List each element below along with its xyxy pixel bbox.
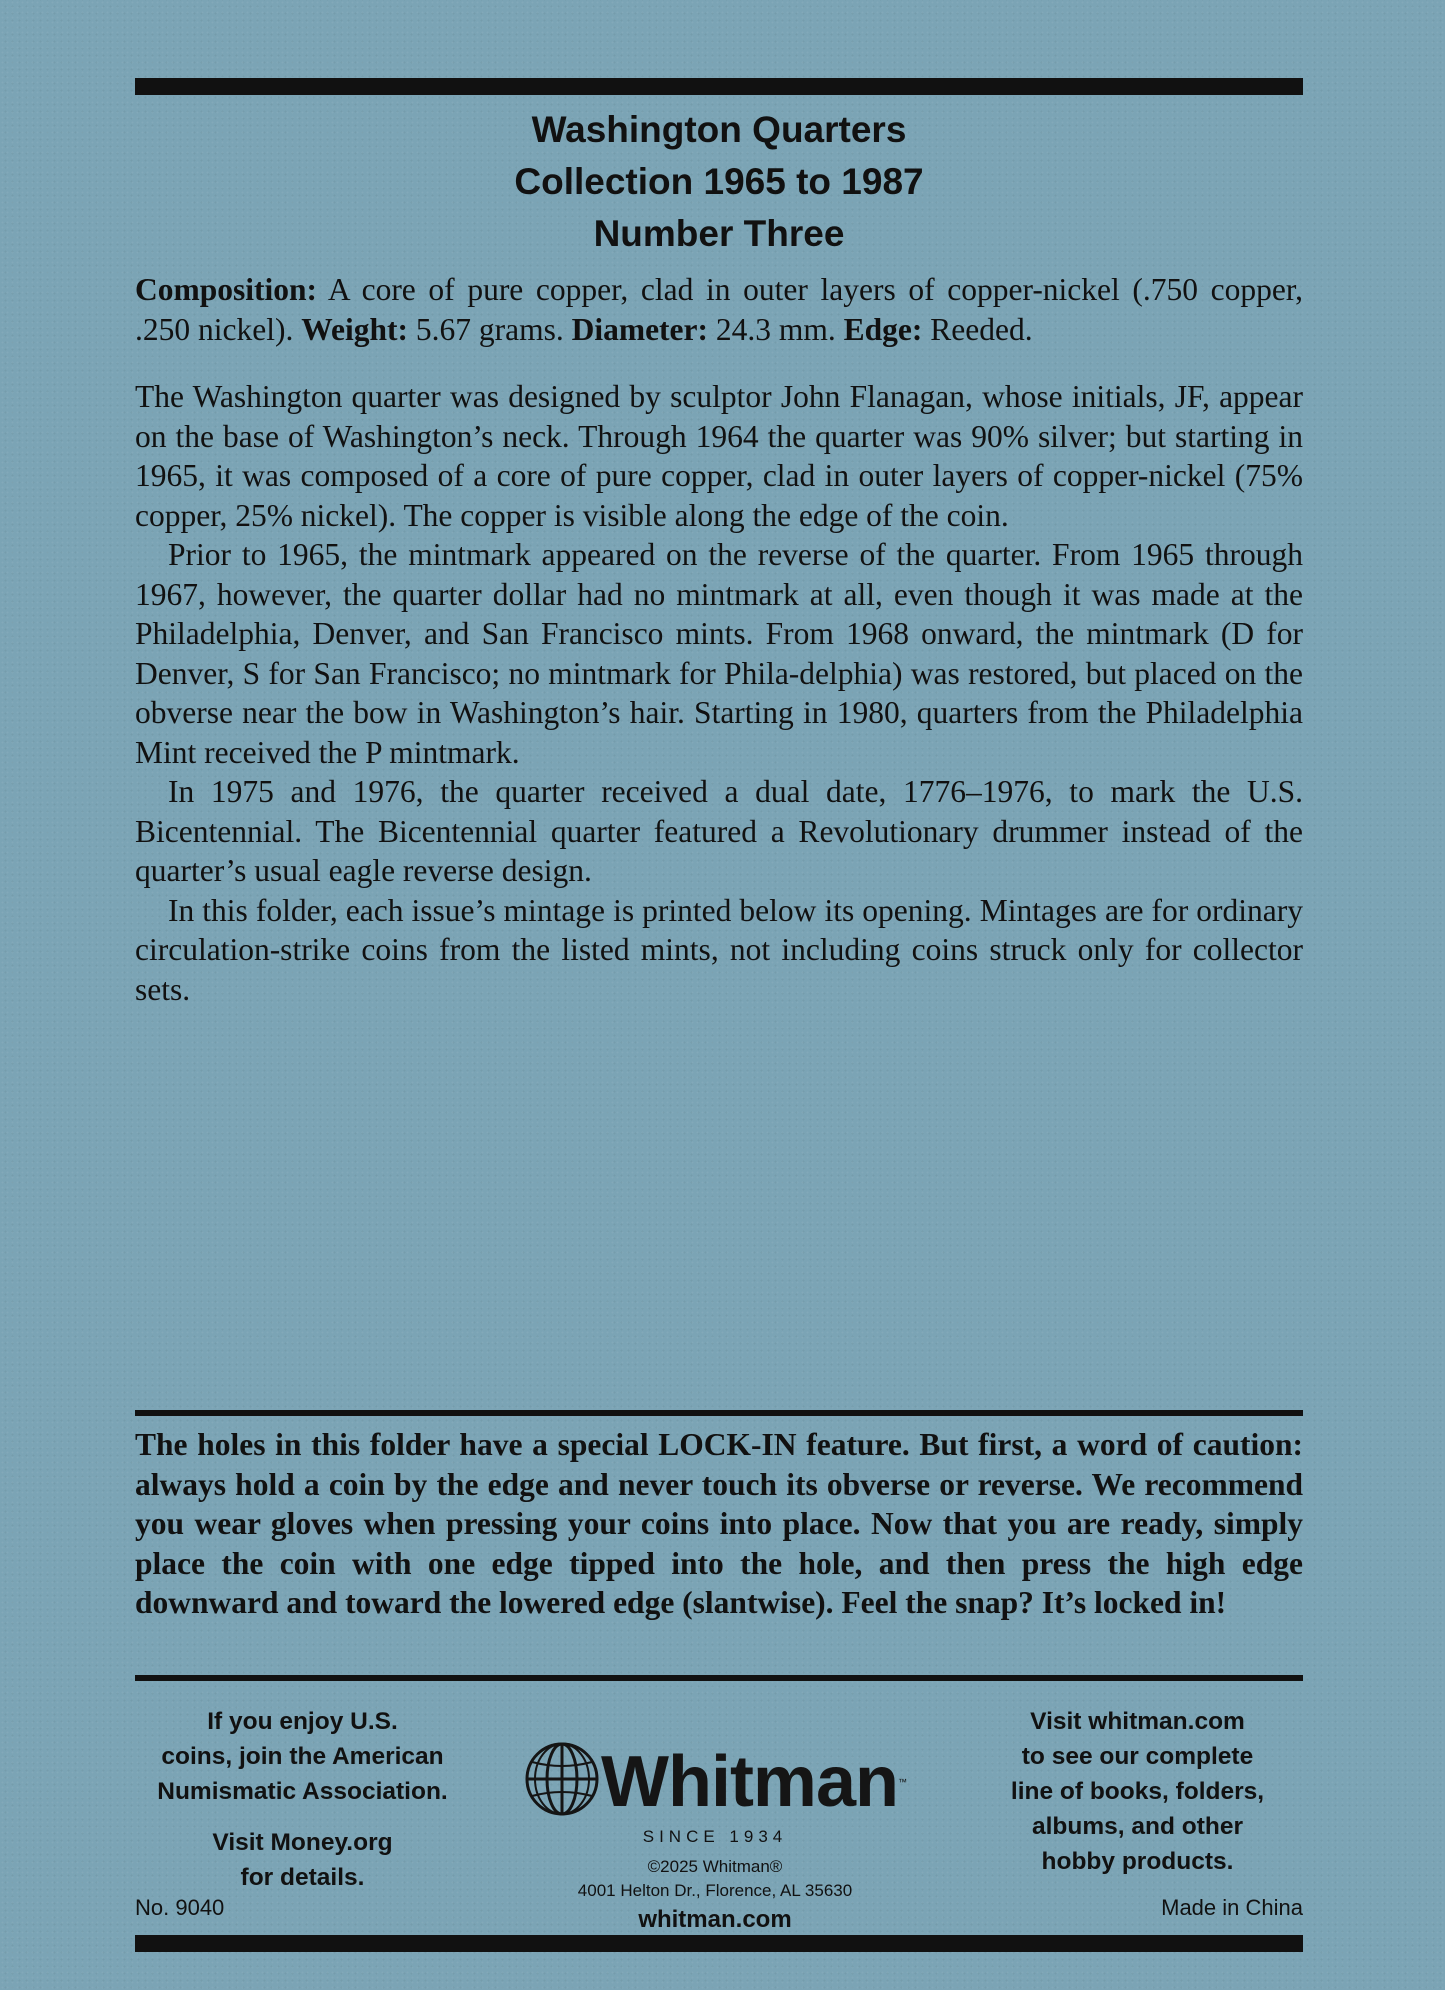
paragraph-designer: The Washington quarter was designed by sculptor John Flanagan, whose initials, JF, appear on the base of Washington’s neck. Through 1964 the quarter was 90% silver; but starting in 1965, it was composed of a core of pure copper, clad in outer layers of copper-nickel (75% copper, 25% nickel). The copper is visible along the edge of the coin.	[135, 379, 1303, 533]
trademark-mark: ™	[897, 1776, 907, 1787]
globe-logo-icon	[523, 1740, 601, 1823]
ana-line: Numismatic Association.	[157, 1778, 448, 1805]
promo-line: to see our complete	[1021, 1743, 1254, 1770]
ana-promo	[130, 1704, 475, 1895]
promo-line: albums, and other	[1031, 1813, 1243, 1840]
bottom-rule	[135, 1935, 1303, 1952]
composition-value: A core of pure copper, clad in outer layers of copper-nickel (.750 copper, .250 nickel).	[135, 272, 1303, 347]
country-of-origin: Made in China	[1161, 1895, 1303, 1920]
promo-line: Visit whitman.com	[1030, 1708, 1245, 1735]
promo-line: line of books, folders,	[1010, 1778, 1265, 1805]
paragraph-mintmark: Prior to 1965, the mintmark appeared on the reverse of the quarter. From 1965 through 1967, however, the quarter dollar had no mintmark at all, even though it was made at the Philadelphia, Denver, and San Francisco mints. From 1968 onward, the mintmark (D for Denver, S for San Francisco; no mintmark for Phila-delphia) was restored, but placed on the obverse near the bow in Washington’s hair. Starting in 1980, quarters from the Philadelphia Mint received the P mintmark.	[135, 537, 1303, 770]
ana-line: If you enjoy U.S.	[207, 1708, 398, 1735]
lockin-top-rule	[135, 1410, 1303, 1416]
money-org-text	[130, 1825, 475, 1895]
page-title: Washington Quarters	[531, 109, 907, 150]
brand-wordmark: Whitman	[601, 1741, 898, 1822]
whitman-logo-block	[515, 1740, 915, 1935]
edge-value: Reeded.	[922, 311, 1033, 347]
diameter-label: Diameter:	[571, 311, 708, 347]
promo-line: hobby products.	[1041, 1848, 1234, 1875]
money-line: Visit Money.org	[212, 1829, 393, 1856]
diameter-value: 24.3 mm.	[708, 311, 844, 347]
weight-label: Weight:	[301, 311, 408, 347]
history-text	[135, 377, 1303, 1009]
website-text: whitman.com	[638, 1906, 792, 1933]
top-rule	[135, 78, 1303, 95]
specifications	[135, 270, 1303, 349]
address-text: 4001 Helton Dr., Florence, AL 35630	[577, 1881, 853, 1900]
title-block	[135, 104, 1303, 260]
page-subtitle: Collection 1965 to 1987	[514, 161, 924, 202]
since-tagline: SINCE 1934	[642, 1827, 788, 1846]
lockin-bottom-rule	[135, 1675, 1303, 1681]
edge-label: Edge:	[843, 311, 923, 347]
ana-text	[130, 1704, 475, 1809]
lockin-instructions: The holes in this folder have a special LOCK-IN feature. But first, a word of caution: always hold a coin by the edge and never touch its obverse or reverse. We recommend you wear gloves when pressing your coins into place. Now that you are ready, simply place the coin with one edge tipped into the hole, and then press the high edge downward and toward the lowered edge (slantwise). Feel the snap? It’s locked in!	[135, 1427, 1303, 1620]
product-number: No. 9040	[135, 1895, 225, 1920]
paragraph-bicentennial: In 1975 and 1976, the quarter received a dual date, 1776–1976, to mark the U.S. Bicentennial. The Bicentennial quarter featured a Revolutionary drummer instead of the quarter’s usual eagle reverse design.	[135, 774, 1303, 888]
weight-value: 5.67 grams.	[407, 311, 572, 347]
money-line: for details.	[240, 1864, 365, 1891]
whitman-logo	[515, 1740, 915, 1823]
composition-label: Composition:	[135, 272, 318, 307]
whitman-promo	[970, 1704, 1305, 1879]
page-volume: Number Three	[593, 213, 845, 254]
copyright-text: ©2025 Whitman®	[647, 1857, 783, 1876]
paragraph-mintages: In this folder, each issue’s mintage is printed below its opening. Mintages are for ordinary circulation-strike coins from the listed mints, not including coins struck only for collector sets.	[135, 892, 1303, 1007]
ana-line: coins, join the American	[161, 1743, 444, 1770]
